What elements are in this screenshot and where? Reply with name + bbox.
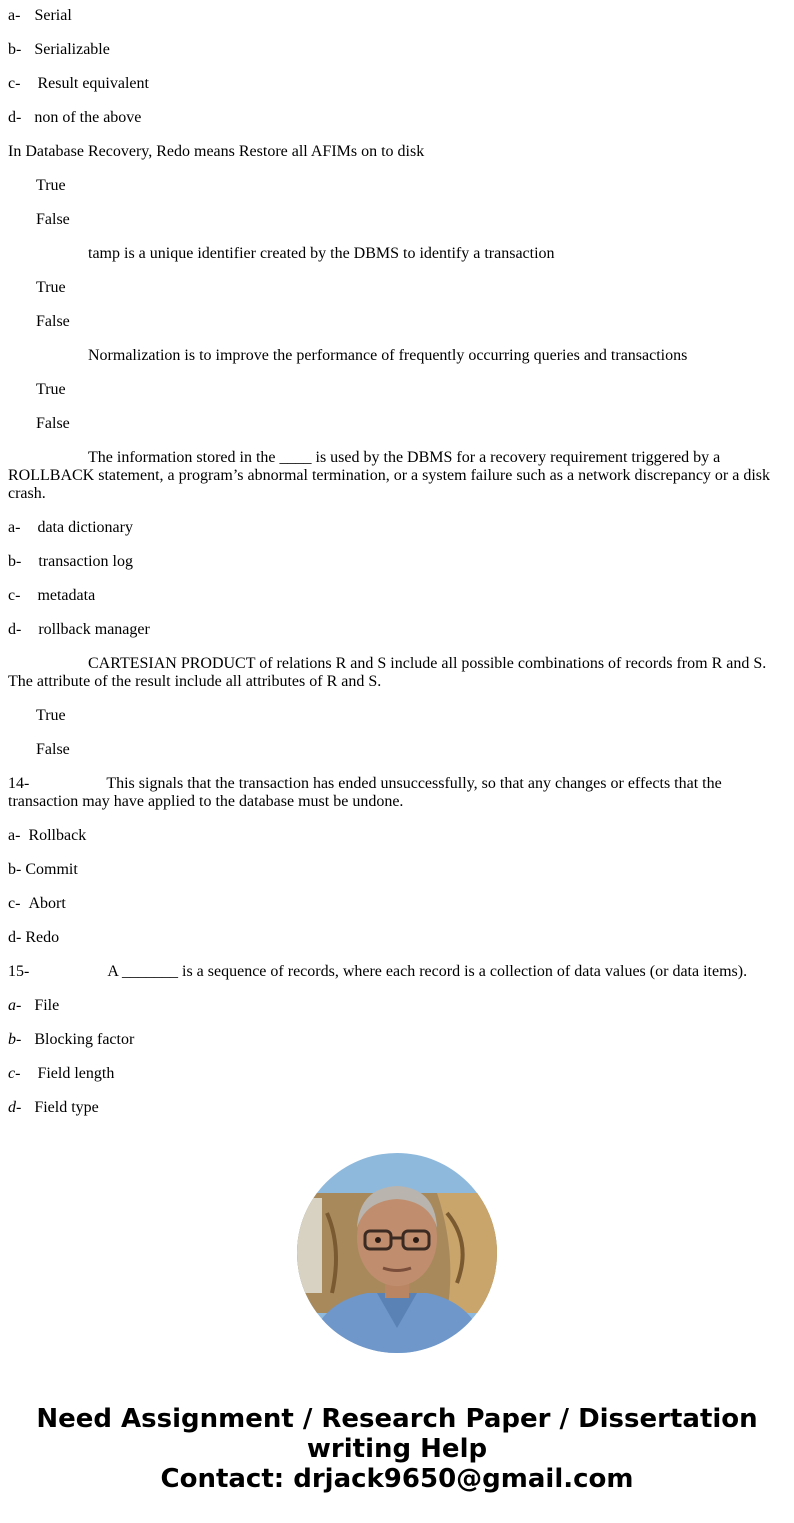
option-d: d- rollback manager [8, 621, 150, 638]
banner-line-1: Need Assignment / Research Paper / Dissertation [36, 1404, 758, 1434]
question-timestamp: tamp is a unique identifier created by the DBMS to identify a transaction [88, 245, 555, 262]
question-normalization: Normalization is to improve the performance of frequently occurring queries and transactions [88, 347, 688, 364]
option-true: True [36, 381, 66, 398]
question-cartesian-product: CARTESIAN PRODUCT of relations R and S include all possible combinations of records from R and S. The attribute of the result include all attributes of R and S. [8, 655, 767, 690]
author-photo-illustration [297, 1153, 497, 1353]
option-a: a- File [8, 997, 60, 1014]
option-d: d- Field type [8, 1099, 99, 1116]
option-d: d- Redo [8, 929, 60, 946]
option-false: False [36, 211, 70, 228]
option-b: b- transaction log [8, 553, 133, 570]
question-number: 15- [8, 963, 30, 980]
question-number: 14- [8, 775, 30, 792]
option-c: c- Result equivalent [8, 75, 149, 92]
option-false: False [36, 313, 70, 330]
option-a: a- Serial [8, 7, 72, 24]
author-photo [297, 1153, 497, 1353]
option-true: True [36, 177, 66, 194]
question-14: 14- This signals that the transaction has ended unsuccessfully, so that any changes or effects that the transaction may have applied to the database must be undone. [8, 775, 722, 810]
option-b: b- Commit [8, 861, 78, 878]
help-banner [0, 1404, 794, 1494]
contact-email: Contact: drjack9650@gmail.com [160, 1464, 634, 1494]
option-false: False [36, 415, 70, 432]
question-15: 15- A _______ is a sequence of records, where each record is a collection of data values (or data items). [8, 963, 748, 980]
banner-line-2: writing Help [306, 1434, 488, 1464]
option-b: b- Serializable [8, 41, 110, 58]
option-c: c- Abort [8, 895, 66, 912]
option-true: True [36, 707, 66, 724]
option-a: a- Rollback [8, 827, 87, 844]
option-false: False [36, 741, 70, 758]
option-true: True [36, 279, 66, 296]
question-redo: In Database Recovery, Redo means Restore all AFIMs on to disk [8, 143, 425, 160]
option-c: c- metadata [8, 587, 96, 604]
option-d: d- non of the above [8, 109, 142, 126]
option-c: c- Field length [8, 1065, 115, 1082]
option-b: b- Blocking factor [8, 1031, 135, 1048]
question-transaction-log: The information stored in the ____ is used by the DBMS for a recovery requirement triggered by a ROLLBACK statement, a program’s abnormal termination, or a system failure such as a network discrepancy or a disk crash. [8, 449, 771, 502]
option-a: a- data dictionary [8, 519, 133, 536]
